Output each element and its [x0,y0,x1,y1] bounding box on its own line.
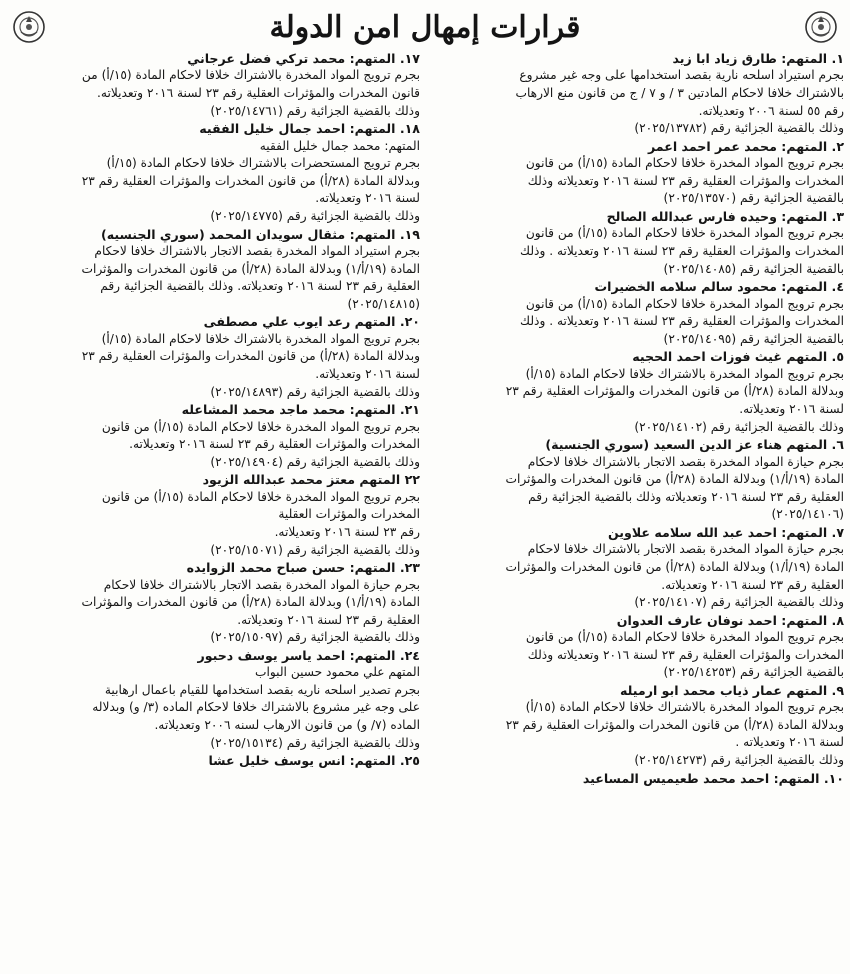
defendant-name: ٥. المتهم غيث فوزات احمد الحجيه [632,349,844,365]
decision-text-line: العقلية رقم ٢٣ لسنة ٢٠١٦ وتعديلاته وذلك بالقضية الجزائية رقم [528,489,844,504]
decision-entry [430,50,844,138]
right-column [430,50,844,787]
decision-text-line: بجرم حيازة المواد المخدرة بقصد الاتجار بالاشتراك خلافا لاحكام [527,454,844,469]
decision-text-line: بجرم ترويج المواد المخدرة خلافا لاحكام المادة (١٥/أ) من قانون [525,226,844,241]
decision-text-line: المخدرات والمؤثرات العقلية رقم ٢٣ لسنة ٢٠١٦ وتعديلاته . وذلك [520,243,844,258]
decision-text-line: المادة (١٩/أ/١) وبدلالة المادة (٢٨/أ) من قانون المخدرات والمؤثرات [505,559,844,574]
decision-text-line: بجرم ترويج المواد المخدرة بالاشتراك خلافا لاحكام المادة (١٥/أ) من [81,68,420,83]
decision-text-line: بجرم استيراد المواد المخدرة بقصد الاتجار بالاشتراك خلافا لاحكام [94,243,420,258]
decision-text-line: (٢٠٢٥/١٤١٠٦) [771,507,844,522]
decision-text-line: على وجه غير مشروع بالاشتراك خلافا لاحكام الماده (٣/ و) وبدلاله [92,700,420,715]
decision-entry [6,647,420,752]
decision-text-line: لسنة ٢٠١٦ وتعديلاته. [315,366,420,381]
decision-text-line: وذلك بالقضية الجزائية رقم (٢٠٢٥/١٤٢٧٣) [634,753,844,768]
decision-text-line: بجرم ترويج المواد المخدرة خلافا لاحكام المادة (١٥/أ) من قانون [525,296,844,311]
decision-text-line: المادة (١٩/أ/١) وبدلالة المادة (٢٨/أ) من قانون المخدرات والمؤثرات [81,595,420,610]
decision-entry [430,138,844,208]
decision-text-line: لسنة ٢٠١٦ وتعديلاته. [739,401,844,416]
decision-text-line: بالقضية الجزائية رقم (٢٠٢٥/١٤٠٨٥) [663,261,844,276]
decision-text-line: العقلية رقم ٢٣ لسنة ٢٠١٦ وتعديلاته. وذلك بالقضية الجزائية رقم [100,279,420,294]
decision-text-line: المخدرات والمؤثرات العقلية رقم ٢٣ لسنة ٢٠١٦ وتعديلاته وذلك [527,647,844,662]
decision-entry [6,226,420,314]
decision-text-line: وذلك بالقضية الجزائية رقم (٢٠٢٥/١٤١٠٧) [634,595,844,610]
defendant-name: ١. المتهم: طارق زياد ابا زيد [672,51,844,66]
decision-text-line: وذلك بالقضية الجزائية رقم (٢٠٢٥/١٤٧٧٥) [210,208,420,223]
decision-text-line: العقلية رقم ٢٣ لسنة ٢٠١٦ وتعديلاته. [237,612,420,627]
decision-text-line: قانون المخدرات والمؤثرات العقلية رقم ٢٣ لسنة ٢٠١٦ وتعديلاته. [97,86,420,100]
decision-text-line: بجرم حيازة المواد المخدرة بقصد الاتجار بالاشتراك خلافا لاحكام [527,542,844,557]
defendant-name: ٦. المتهم هناء عز الدين السعيد (سوري الجنسية) [545,437,844,453]
decision-text-line: المخدرات والمؤثرات العقلية رقم ٢٣ لسنة ٢٠١٦ وتعديلاته. [129,437,420,452]
decision-text-line: بالقضية الجزائية رقم (٢٠٢٥/١٤٠٩٥) [663,331,844,346]
decision-entry [430,436,844,524]
defendant-name: ١٨. المتهم: احمد جمال خليل الفقيه [199,121,420,137]
defendant-name: ٢١. المتهم: محمد ماجد محمد المشاعله [181,402,420,418]
decision-text-line: المخدرات والمؤثرات العقلية رقم ٢٣ لسنة ٢٠١٦ وتعديلاته وذلك [527,173,844,188]
decision-text-line: الماده (٧/ و) من قانون الارهاب لسنه ٢٠٠٦ وتعديلاته. [154,718,420,733]
decision-entry [6,120,420,225]
decision-text-line: وذلك بالقضية الجزائية رقم (٢٠٢٥/١٣٧٨٢) [634,121,844,136]
decision-text-line: بجرم ترويج المواد المخدرة خلافا لاحكام المادة (١٥/أ) من قانون [101,489,420,504]
decision-entry [430,682,844,770]
decision-text-line: بالقضية الجزائية رقم (٢٠٢٥/١٣٥٧٠) [663,191,844,206]
decision-text-line: لسنة ٢٠١٦ وتعديلاته . [735,735,844,750]
decision-text-line: بجرم استيراد اسلحه نارية بقصد استخدامها على وجه غير مشروع [519,68,844,83]
header [6,6,844,48]
decision-text-line: (٢٠٢٥/١٤٨١٥) [347,296,420,311]
defendant-name: ٤. المتهم: محمود سالم سلامه الخضيرات [594,279,844,295]
decision-text-line: رقم ٥٥ لسنة ٢٠٠٦ وتعديلاته. [698,103,844,118]
decision-text-line: وذلك بالقضية الجزائية رقم (٢٠٢٥/١٥١٣٤) [210,735,420,750]
decision-text-line: وذلك بالقضية الجزائية رقم (٢٠٢٥/١٤٨٩٣) [210,384,420,399]
defendant-name: ١٠. المتهم: احمد محمد طعيميس المساعيد [582,770,844,786]
decision-text-line: بجرم ترويج المواد المخدرة خلافا لاحكام المادة (١٥/أ) من قانون [525,630,844,645]
decision-text-line: بجرم ترويج المواد المخدرة خلافا لاحكام المادة (١٥/أ) من قانون [525,156,844,171]
decision-entry [430,770,844,787]
decision-entry [6,471,420,559]
decision-entry [6,313,420,401]
decision-entry [430,612,844,682]
decision-text-line: المادة (١٩/أ/١) وبدلالة المادة (٢٨/أ) من قانون المخدرات والمؤثرات [81,261,420,276]
decision-text-line: وذلك بالقضية الجزائية رقم (٢٠٢٥/١٤٩٠٤) [210,454,420,469]
page-title: قرارات إمهال امن الدولة [269,9,581,45]
defendant-name: ٣. المتهم: وحيده فارس عبدالله الصالح [606,208,844,224]
state-emblem-icon [12,10,46,44]
co-defendant-name: المتهم: محمد جمال خليل الفقيه [259,138,420,153]
decision-text-line: بجرم ترويج المستحضرات بالاشتراك خلافا لاحكام المادة (١٥/أ) [106,156,420,171]
decision-text-line: لسنة ٢٠١٦ وتعديلاته. [315,191,420,206]
defendant-name: ٧. المتهم: احمد عبد الله سلامه علاوين [607,524,844,540]
decision-text-line: بالاشتراك خلافا لاحكام المادتين ٣ / و ٧ / ج من قانون منع الارهاب [515,86,844,100]
defendant-name: ٢٥. المتهم: انس يوسف خليل عشا [208,753,420,769]
defendant-name: ١٧. المتهم: محمد تركي فضل عرجاني [187,51,420,66]
decision-text-line: بجرم تصدير اسلحه ناريه بقصد استخدامها للقيام باعمال ارهابية [104,682,420,697]
decision-text-line: العقلية رقم ٢٣ لسنة ٢٠١٦ وتعديلاته. [661,577,844,592]
decision-text-line: بجرم ترويج المواد المخدرة بالاشتراك خلافا لاحكام المادة (١٥/أ) [525,700,844,715]
defendant-name: ٢٢ المتهم معتز محمد عبدالله الزيود [202,472,420,488]
co-defendant-name: المتهم علي محمود حسين البواب [255,665,420,680]
decision-text-line: وبدلالة المادة (٢٨/أ) من قانون المخدرات والمؤثرات العقلية رقم ٢٣ [81,349,420,364]
decision-text-line: وبدلالة المادة (٢٨/أ) من قانون المخدرات والمؤثرات العقلية رقم ٢٣ [505,384,844,399]
decision-entry [6,559,420,647]
decision-entry [430,348,844,436]
decision-text-line: وبدلالة المادة (٢٨/أ) من قانون المخدرات والمؤثرات العقلية رقم ٢٣ [505,717,844,732]
decision-text-line: المادة (١٩/أ/١) وبدلالة المادة (٢٨/أ) من قانون المخدرات والمؤثرات [505,472,844,487]
defendant-name: ١٩. المتهم: مثقال سويدان المحمد (سوري الجنسيه) [100,226,420,242]
defendant-name: ٢٣. المتهم: حسن صباح محمد الزوايده [186,560,420,576]
state-emblem-icon [804,10,838,44]
decision-entry [430,208,844,278]
decision-text-line: رقم ٢٣ لسنة ٢٠١٦ وتعديلاته. [274,524,420,539]
decision-text-line: وذلك بالقضية الجزائية رقم (٢٠٢٥/١٥٠٧١) [210,542,420,557]
decision-text-line: بجرم ترويج المواد المخدرة بالاشتراك خلافا لاحكام المادة (١٥/أ) [101,331,420,346]
decision-text-line: بجرم ترويج المواد المخدرة خلافا لاحكام المادة (١٥/أ) من قانون [101,419,420,434]
decision-text-line: وذلك بالقضية الجزائية رقم (٢٠٢٥/١٤١٠٢) [634,419,844,434]
left-column [6,50,420,787]
decision-text-line: المخدرات والمؤثرات العقلية رقم ٢٣ لسنة ٢٠١٦ وتعديلاته . وذلك [520,314,844,329]
defendant-name: ٢٠. المتهم رعد ايوب علي مصطفى [203,314,420,330]
decision-entry [430,278,844,348]
decision-text-line: بجرم حيازة المواد المخدرة بقصد الاتجار بالاشتراك خلافا لاحكام [103,577,420,592]
decision-entry [6,401,420,471]
decision-text-line: وذلك بالقضية الجزائية رقم (٢٠٢٥/١٤٧٦١) [210,103,420,118]
defendant-name: ٢. المتهم: محمد عمر احمد اعمر [647,138,844,154]
decision-text-line: المخدرات والمؤثرات العقلية [278,507,420,522]
defendant-name: ٨. المتهم: احمد نوفان عارف العدوان [616,612,844,628]
decision-text-line: وذلك بالقضية الجزائية رقم (٢٠٢٥/١٥٠٩٧) [210,630,420,645]
decision-entry [6,50,420,120]
decision-text-line: وبدلالة المادة (٢٨/أ) من قانون المخدرات والمؤثرات العقلية رقم ٢٣ [81,173,420,188]
decision-entry [430,524,844,612]
decision-text-line: بجرم ترويج المواد المخدرة بالاشتراك خلافا لاحكام المادة (١٥/أ) [525,366,844,381]
defendant-name: ٢٤. المتهم: احمد ياسر يوسف دحبور [197,647,420,663]
defendant-name: ٩. المتهم عمار ذياب محمد ابو ارميله [619,682,844,698]
decision-text-line: بالقضية الجزائية رقم (٢٠٢٥/١٤٢٥٣) [663,665,844,680]
decision-entry [6,752,420,769]
